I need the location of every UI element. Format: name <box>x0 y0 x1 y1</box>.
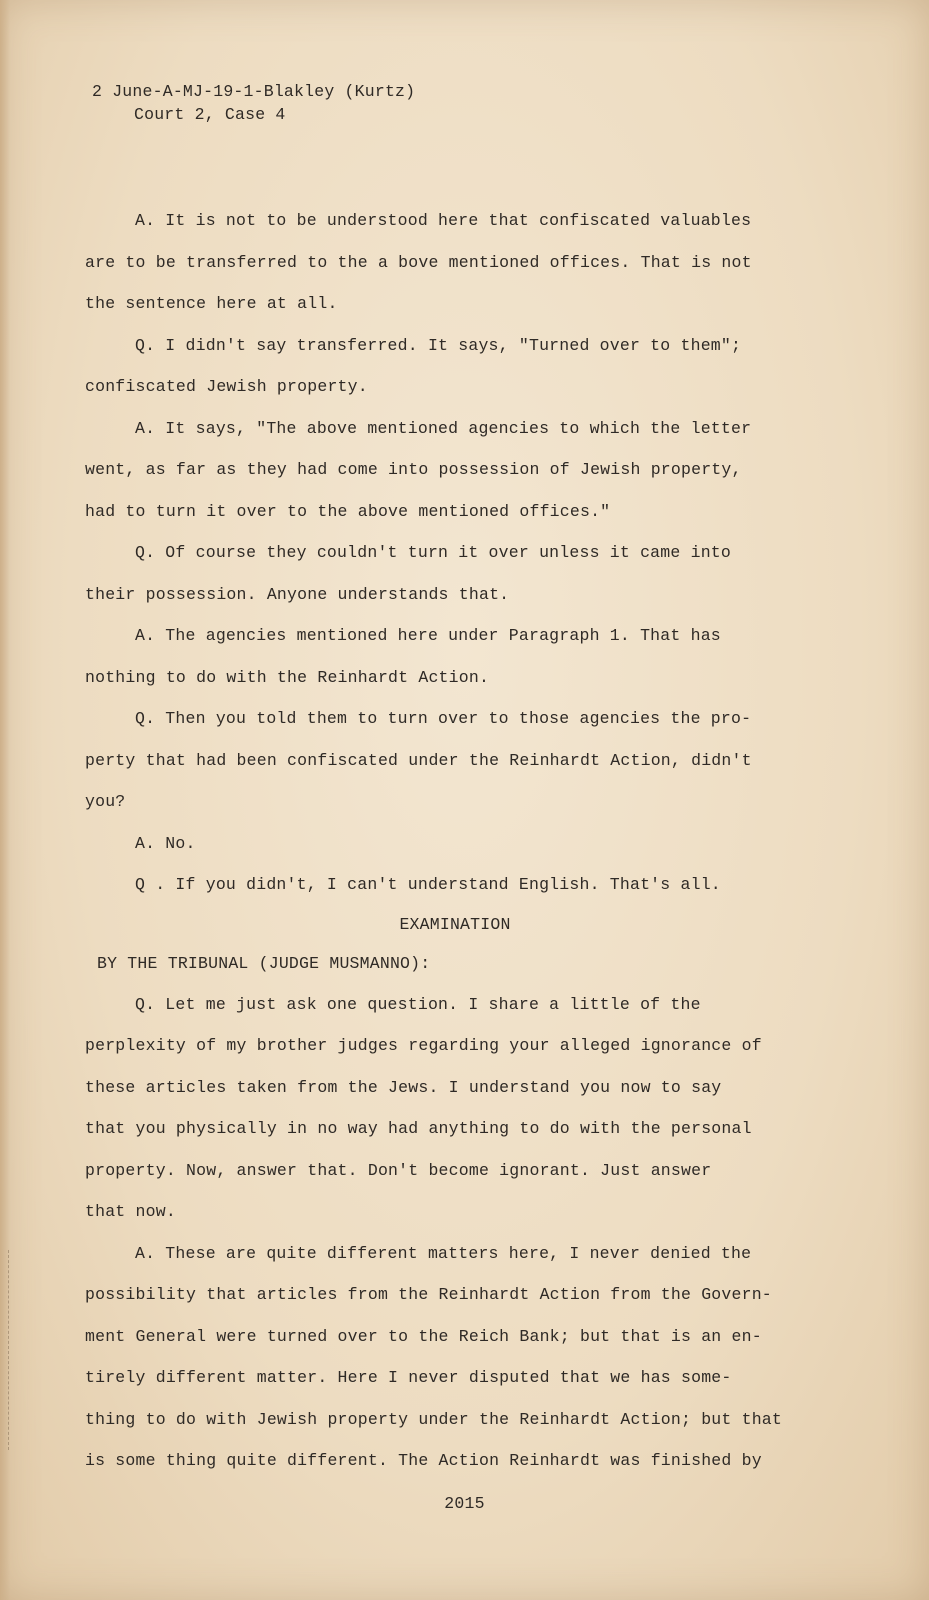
testimony-section-2 <box>85 984 805 1482</box>
examination-heading: EXAMINATION <box>399 914 511 934</box>
transcript-line: these articles taken from the Jews. I understand you now to say <box>85 1077 722 1097</box>
transcript-line: you? <box>85 792 126 811</box>
transcript-line: perplexity of my brother judges regarding your alleged ignorance of <box>85 1036 762 1055</box>
transcript-line: confiscated Jewish property. <box>85 377 368 396</box>
transcript-line: ment General were turned over to the Reich Bank; but that is an en- <box>85 1326 762 1346</box>
transcript-line: Q. Of course they couldn't turn it over unless it came into <box>135 543 731 562</box>
transcript-paragraph <box>85 615 805 698</box>
transcript-line: had to turn it over to the above mentioned offices." <box>85 501 611 521</box>
transcript-paragraph <box>85 325 805 408</box>
transcript-line: the sentence here at all. <box>85 294 338 313</box>
transcript-line: possibility that articles from the Reinhardt Action from the Govern- <box>85 1285 772 1304</box>
transcript-line: perty that had been confiscated under the Reinhardt Action, didn't <box>85 750 752 770</box>
transcript-line: that now. <box>85 1202 176 1221</box>
examiner-line: BY THE TRIBUNAL (JUDGE MUSMANNO): <box>97 953 431 973</box>
transcript-paragraph <box>85 984 805 1233</box>
transcript-line: A. These are quite different matters here, I never denied the <box>135 1243 752 1263</box>
transcript-line: Q. Then you told them to turn over to those agencies the pro- <box>135 709 752 728</box>
header-court-case: Court 2, Case 4 <box>134 105 286 124</box>
transcript-line: property. Now, answer that. Don't become ignorant. Just answer <box>85 1160 712 1180</box>
transcript-line: thing to do with Jewish property under the Reinhardt Action; but that <box>85 1409 783 1429</box>
header-reference: 2 June-A-MJ-19-1-Blakley (Kurtz) <box>92 82 416 101</box>
transcript-paragraph <box>85 200 805 325</box>
transcript-body <box>85 200 805 1482</box>
transcript-line: tirely different matter. Here I never disputed that we has some- <box>85 1368 732 1387</box>
transcript-line: Q. Let me just ask one question. I share a little of the <box>135 994 701 1014</box>
transcript-paragraph <box>85 698 805 823</box>
binding-marks <box>8 1250 13 1450</box>
transcript-line: A. The agencies mentioned here under Paragraph 1. That has <box>135 626 721 645</box>
transcript-paragraph <box>85 823 805 865</box>
transcript-line: their possession. Anyone understands that. <box>85 584 510 604</box>
transcript-line: Q . If you didn't, I can't understand English. That's all. <box>135 875 721 894</box>
testimony-section-1 <box>85 200 805 906</box>
document-header <box>92 80 415 126</box>
transcript-line: Q. I didn't say transferred. It says, "Turned over to them"; <box>135 335 742 355</box>
transcript-line: A. No. <box>135 833 196 853</box>
transcript-paragraph <box>85 532 805 615</box>
transcript-paragraph <box>85 408 805 533</box>
transcript-line: that you physically in no way had anything to do with the personal <box>85 1119 752 1138</box>
transcript-line: A. It is not to be understood here that confiscated valuables <box>135 211 752 230</box>
transcript-line: went, as far as they had come into possession of Jewish property, <box>85 460 742 479</box>
transcript-line: are to be transferred to the a bove mentioned offices. That is not <box>85 252 752 272</box>
transcript-paragraph <box>85 864 805 906</box>
page-number: 2015 <box>444 1494 485 1513</box>
transcript-line: A. It says, "The above mentioned agencies to which the letter <box>135 418 752 438</box>
transcript-paragraph <box>85 1233 805 1482</box>
transcript-line: is some thing quite different. The Action Reinhardt was finished by <box>85 1451 762 1470</box>
transcript-line: nothing to do with the Reinhardt Action. <box>85 667 490 687</box>
